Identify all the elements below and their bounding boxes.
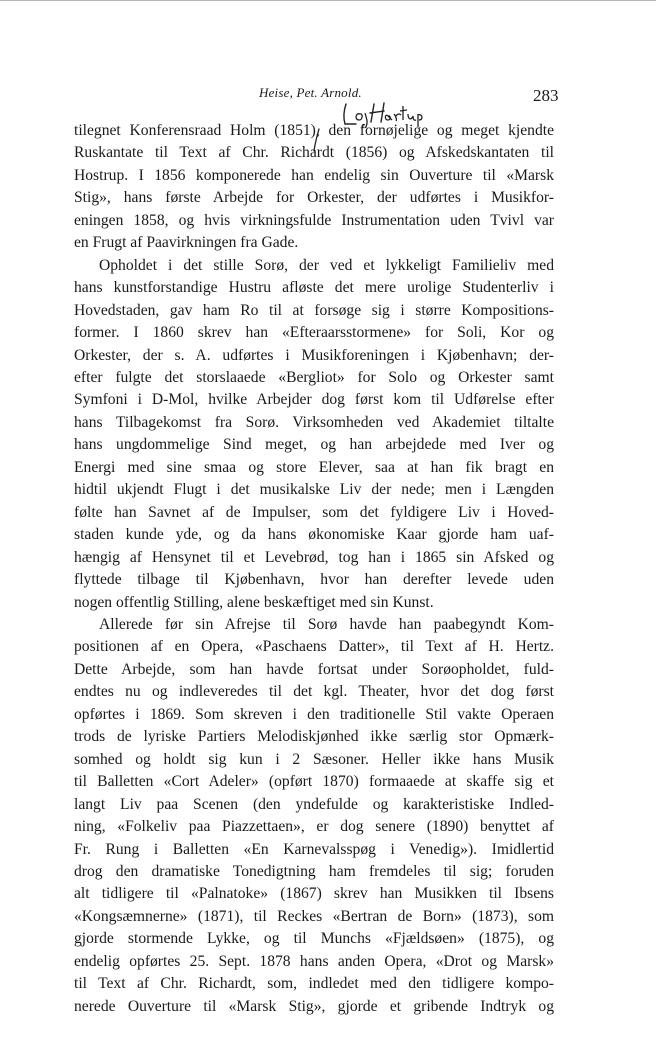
- text-line: til Balletten «Cort Adeler» (opført 1870) formaaede at skaffe sig et: [74, 773, 554, 791]
- text-line: en Frugt af Paavirkningen fra Gade.: [74, 234, 299, 252]
- text-line: former. I 1860 skrev han «Efteraarsstormene» for Soli, Kor og: [74, 324, 554, 342]
- text-line: til Text af Chr. Richardt, som, indledet med den tidligere kompo-: [74, 975, 554, 993]
- text-line: hans ungdommelige Sind meget, og han arbejdede med Iver og: [74, 436, 554, 454]
- text-line: flyttede tilbage til Kjøbenhavn, hvor han derefter levede uden: [74, 571, 554, 589]
- text-line: Fr. Rung i Balletten «En Karnevalsspøg i Venedig»). Imidlertid: [74, 840, 554, 858]
- text-line: hans Tilbagekomst fra Sorø. Virksomheden ved Akademiet tiltalte: [74, 413, 554, 431]
- text-line: endtes nu og indleveredes til det kgl. Theater, hvor det dog først: [74, 683, 554, 701]
- text-line: staden kunde yde, og da hans økonomiske Kaar gjorde ham uaf-: [74, 526, 554, 544]
- text-line: opførtes i 1869. Som skreven i den traditionelle Stil vakte Operaen: [74, 705, 554, 723]
- text-line: Stig», hans første Arbejde for Orkester, der udførtes i Musikfor-: [74, 189, 554, 207]
- body-text: [74, 120, 554, 1018]
- text-line: somhed og holdt sig kun i 2 Sæsoner. Heller ikke hans Musik: [74, 750, 554, 768]
- text-line: «Kongsæmnerne» (1871), til Reckes «Bertran de Born» (1873), som: [74, 907, 554, 925]
- text-line: eningen 1858, og hvis virkningsfulde Instrumentation uden Tvivl var: [74, 211, 554, 229]
- text-line: Symfoni i D-Mol, hvilke Arbejder dog først kom til Udførelse efter: [74, 391, 554, 409]
- text-line: ning, «Folkeliv paa Piazzettaen», er dog senere (1890) benyttet af: [74, 818, 554, 836]
- text-line: positionen af en Opera, «Paschaens Datter», til Text af H. Hertz.: [74, 638, 554, 656]
- text-line: endelig opførtes 25. Sept. 1878 hans anden Opera, «Drot og Marsk»: [74, 952, 554, 970]
- text-line: Allerede før sin Afrejse til Sorø havde han paabegyndt Kom-: [99, 615, 554, 633]
- paragraph: [74, 120, 554, 255]
- text-line: tilegnet Konferensraad Holm (1851), den fornøjelige og meget kjendte: [74, 122, 554, 139]
- running-head: Heise, Pet. Arnold.: [259, 85, 362, 100]
- paragraph: [74, 614, 554, 1018]
- text-line: Dette Arbejde, som han havde fortsat under Sorøopholdet, fuld-: [74, 660, 554, 678]
- text-line: alt tidligere til «Palnatoke» (1867) skrev han Musikken til Ibsens: [74, 885, 554, 903]
- text-line: nogen offentlig Stilling, alene beskæftiget med sin Kunst.: [74, 593, 434, 611]
- text-line: langt Liv paa Scenen (den yndefulde og karakteristiske Indled-: [74, 795, 554, 813]
- top-border-rule: [0, 0, 656, 1]
- text-line: Energi med sine smaa og store Elever, saa at han fik bragt en: [74, 458, 554, 476]
- text-line: Hovedstaden, gav ham Ro til at forsøge sig i større Kompositions-: [74, 301, 554, 319]
- text-line: Orkester, der s. A. udførtes i Musikforeningen i Kjøbenhavn; der-: [74, 346, 554, 364]
- text-line: hængig af Hensynet til et Levebrød, tog han i 1865 sin Afsked og: [74, 548, 554, 566]
- text-line: følte han Savnet af de Impulser, som det fyldigere Liv i Hoved-: [74, 503, 554, 521]
- text-line: Opholdet i det stille Sorø, der ved et lykkeligt Familieliv med: [99, 256, 554, 274]
- text-line: trods de lyriske Partiers Melodiskjønhed ikke særlig stor Opmærk-: [74, 728, 554, 746]
- text-line: hidtil ukjendt Flugt i det musikalske Liv der nede; men i Længden: [74, 481, 554, 499]
- text-line: gjorde stormende Lykke, og til Munchs «Fjældsøen» (1875), og: [74, 930, 554, 948]
- text-line: drog den dramatiske Tonedigtning ham fremdeles til sig; foruden: [74, 862, 554, 880]
- text-line: efter fulgte det storslaaede «Bergliot» for Solo og Orkester samt: [74, 368, 554, 386]
- text-line: hans kunstforstandige Hustru afløste det mere urolige Studenterliv i: [74, 279, 554, 297]
- text-line: Ruskantate til Text af Chr. Richardt (1856) og Afskedskantaten til: [74, 144, 554, 162]
- text-line: Hostrup. I 1856 komponerede han endelig sin Ouverture til «Marsk: [74, 166, 554, 184]
- paragraph: [74, 255, 554, 614]
- text-line: nerede Ouverture til «Marsk Stig», gjorde et gribende Indtryk og: [74, 997, 554, 1015]
- page-number: 283: [533, 86, 559, 105]
